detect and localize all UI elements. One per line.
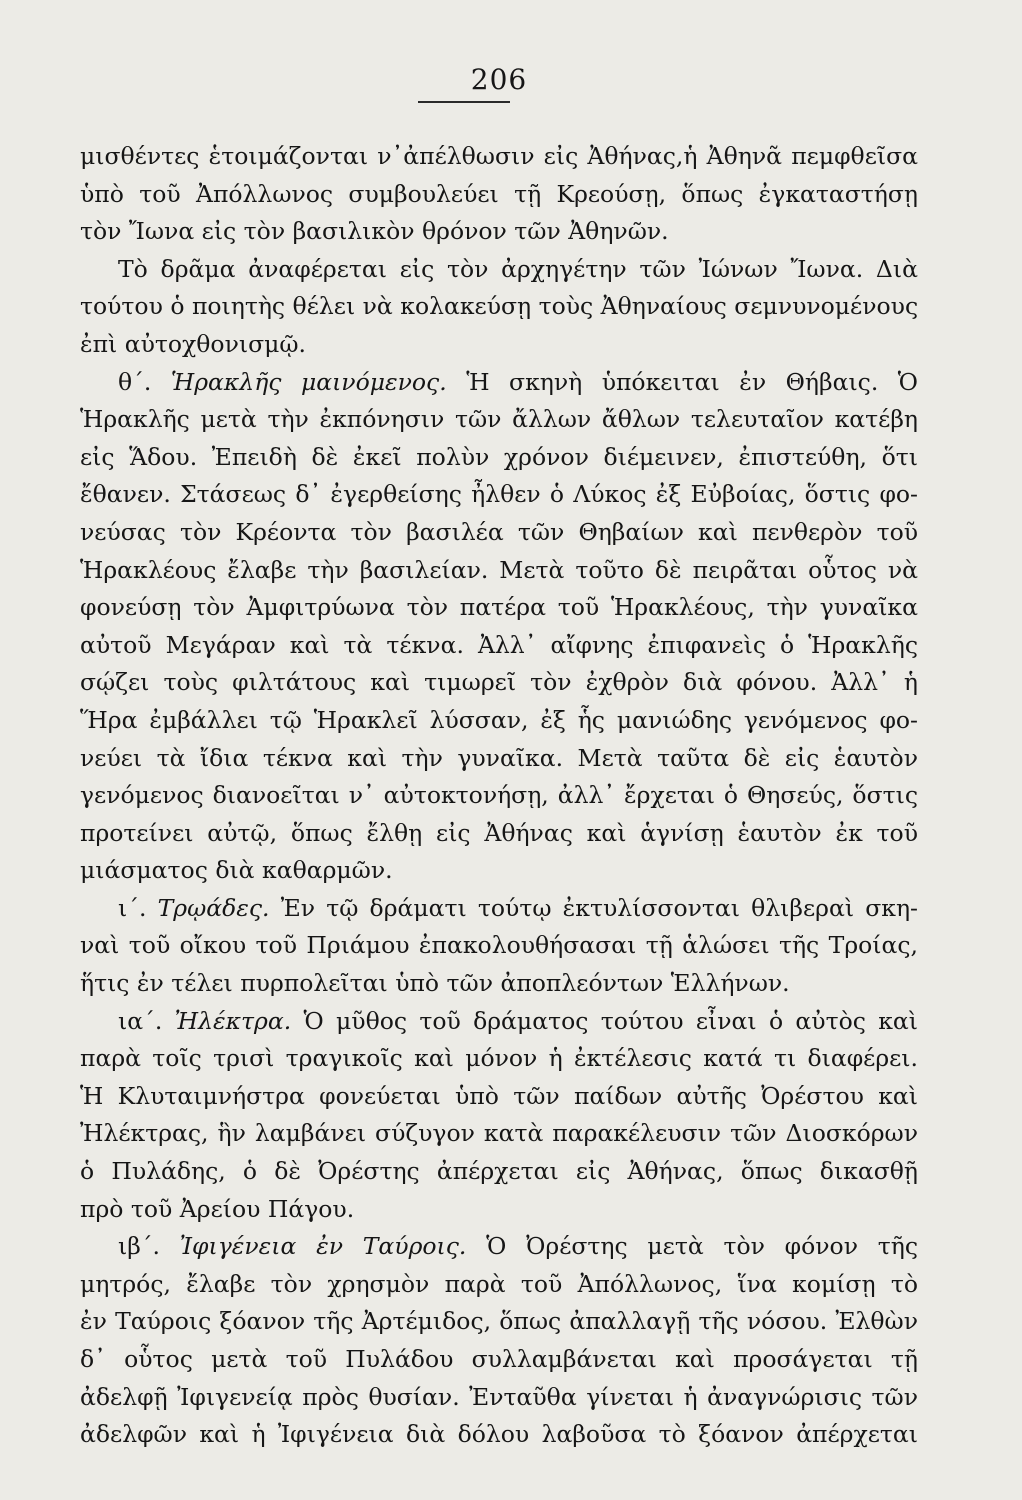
text-line (80, 589, 918, 627)
text-line (80, 176, 918, 214)
line-text: εἰς Ἅδου. Ἐπειδὴ δὲ ἐκεῖ πολὺν χρόνον διέμεινεν, ἐπιστεύθη, ὅτι (80, 442, 918, 471)
play-title: Ἰφιγένεια ἐν Ταύροις. (179, 1232, 467, 1261)
text-line (80, 1003, 918, 1041)
text-line (80, 514, 918, 552)
text-line (80, 927, 918, 965)
body-text (80, 138, 918, 1454)
line-text: Ἡρακλέους ἔλαβε τὴν βασιλείαν. Μετὰ τοῦτο δὲ πειρᾶται οὗτος νὰ (80, 555, 918, 584)
text-line (80, 364, 918, 402)
text-line (80, 740, 918, 778)
line-text: μισθέντες ἑτοιμάζονται ν᾽ἀπέλθωσιν εἰς Ἀθήνας,ἡ Ἀθηνᾶ πεμφθεῖσα (80, 142, 918, 170)
line-text: ἀδελφῶν καὶ ἡ Ἰφιγένεια διὰ δόλου λαβοῦσα τὸ ξόανον ἀπέρχεται (80, 1420, 918, 1449)
line-text: δ᾽ οὗτος μετὰ τοῦ Πυλάδου συλλαμβάνεται καὶ προσάγεται τῇ (80, 1345, 918, 1373)
line-text: σῴζει τοὺς φιλτάτους καὶ τιμωρεῖ τὸν ἐχθρὸν διὰ φόνου. Ἀλλ᾽ ἡ (80, 668, 918, 697)
text-line (80, 702, 918, 740)
line-text: τούτου ὁ ποιητὴς θέλει νὰ κολακεύσῃ τοὺς Ἀθηναίους σεμνυνομένους (80, 292, 919, 321)
section-number: ι΄. (118, 893, 147, 922)
text-line (80, 852, 918, 890)
line-text: Ἡ Κλυταιμνήστρα φονεύεται ὑπὸ τῶν παίδων αὐτῆς Ὀρέστου καὶ (80, 1081, 918, 1110)
play-title: Ἡρακλῆς μαινόμενος. (170, 367, 447, 396)
line-text: Ἠλέκτρας, ἣν λαμβάνει σύζυγον κατὰ παρακέλευσιν τῶν Διοσκόρων (80, 1119, 918, 1148)
text-line (80, 288, 918, 326)
text-line (80, 1379, 918, 1417)
line-text: Ὁ μῦθος τοῦ δράματος τούτου εἶναι ὁ αὐτὸς καὶ (303, 1006, 918, 1035)
text-line (80, 326, 918, 364)
text-line (80, 890, 918, 928)
line-text: γενόμενος διανοεῖται ν᾽ αὐτοκτονήσῃ, ἀλλ᾽ ἔρχεται ὁ Θησεύς, ὅστις (80, 781, 918, 810)
text-line (80, 1416, 918, 1454)
text-line (80, 213, 918, 251)
text-line (80, 627, 918, 665)
line-text: φονεύσῃ τὸν Ἀμφιτρύωνα τὸν πατέρα τοῦ Ἡρακλέους, τὴν γυναῖκα (80, 593, 918, 622)
text-line (80, 251, 918, 289)
line-text: νεύσας τὸν Κρέοντα τὸν βασιλέα τῶν Θηβαίων καὶ πενθερὸν τοῦ (80, 517, 918, 546)
line-text: αὐτοῦ Μεγάραν καὶ τὰ τέκνα. Ἀλλ᾽ αἴφνης ἐπιφανεὶς ὁ Ἡρακλῆς (80, 630, 918, 659)
page-number: 206 (470, 63, 528, 96)
play-title: Τρῳάδες. (157, 893, 270, 922)
text-line (80, 476, 918, 514)
text-line (80, 965, 918, 1003)
text-line (80, 439, 918, 477)
line-text: Ἡρακλῆς μετὰ τὴν ἐκπόνησιν τῶν ἄλλων ἄθλων τελευταῖον κατέβη (80, 405, 918, 434)
line-text: Ἥρα ἐμβάλλει τῷ Ἡρακλεῖ λύσσαν, ἐξ ἧς μανιώδης γενόμενος φο- (80, 705, 918, 734)
text-line (80, 1266, 918, 1304)
line-text: ὁ Πυλάδης, ὁ δὲ Ὀρέστης ἀπέρχεται εἰς Ἀθήνας, ὅπως δικασθῇ (80, 1157, 918, 1186)
line-text: ναὶ τοῦ οἴκου τοῦ Πριάμου ἐπακολουθήσασαι τῇ ἁλώσει τῆς Τροίας, (80, 931, 918, 960)
line-text: Τὸ δρᾶμα ἀναφέρεται εἰς τὸν ἀρχηγέτην τῶν Ἰώνων Ἴωνα. Διὰ (118, 254, 918, 283)
line-text: Ἐν τῷ δράματι τούτῳ ἐκτυλίσσονται θλιβεραὶ σκη- (280, 893, 918, 922)
line-text: ἐπὶ αὐτοχθονισμῷ. (80, 329, 307, 358)
text-line (80, 1303, 918, 1341)
text-line (80, 1341, 918, 1379)
text-line (80, 1191, 918, 1229)
line-text: τὸν Ἴωνα εἰς τὸν βασιλικὸν θρόνον τῶν Ἀθηνῶν. (80, 217, 669, 246)
text-line (80, 815, 918, 853)
line-text: πρὸ τοῦ Ἀρείου Πάγου. (80, 1194, 355, 1223)
text-line (80, 777, 918, 815)
line-text: Ἡ σκηνὴ ὑπόκειται ἐν Θήβαις. Ὁ (466, 367, 918, 396)
text-line (80, 138, 918, 176)
line-text: Ὁ Ὀρέστης μετὰ τὸν φόνον τῆς (486, 1232, 918, 1261)
text-line (80, 552, 918, 590)
line-text: προτείνει αὐτῷ, ὅπως ἔλθῃ εἰς Ἀθήνας καὶ ἁγνίσῃ ἑαυτὸν ἐκ τοῦ (80, 818, 918, 847)
section-number: ια΄. (118, 1006, 163, 1035)
line-text: ἔθανεν. Στάσεως δ᾽ ἐγερθείσης ἦλθεν ὁ Λύκος ἐξ Εὐβοίας, ὅστις φο- (80, 480, 918, 509)
page-number-rule (418, 101, 510, 103)
text-line (80, 401, 918, 439)
section-number: θ΄. (118, 367, 152, 396)
text-line (80, 1115, 918, 1153)
line-text: μητρός, ἔλαβε τὸν χρησμὸν παρὰ τοῦ Ἀπόλλωνος, ἵνα κομίσῃ τὸ (80, 1269, 918, 1298)
text-line (80, 1078, 918, 1116)
line-text: ἀδελφῇ Ἰφιγενείᾳ πρὸς θυσίαν. Ἐνταῦθα γίνεται ἡ ἀναγνώρισις τῶν (80, 1382, 918, 1411)
text-line (80, 1228, 918, 1266)
line-text: μιάσματος διὰ καθαρμῶν. (80, 856, 393, 885)
line-text: παρὰ τοῖς τρισὶ τραγικοῖς καὶ μόνον ἡ ἐκτέλεσις κατά τι διαφέρει. (80, 1044, 918, 1073)
text-line (80, 1040, 918, 1078)
text-line (80, 664, 918, 702)
section-number: ιβ΄. (118, 1232, 161, 1261)
text-line (80, 1153, 918, 1191)
line-text: ὑπὸ τοῦ Ἀπόλλωνος συμβουλεύει τῇ Κρεούσῃ, ὅπως ἐγκαταστήσῃ (80, 179, 918, 208)
line-text: ἥτις ἐν τέλει πυρπολεῖται ὑπὸ τῶν ἀποπλεόντων Ἑλλήνων. (80, 969, 790, 998)
play-title: Ἠλέκτρα. (174, 1006, 292, 1035)
line-text: νεύει τὰ ἴδια τέκνα καὶ τὴν γυναῖκα. Μετὰ ταῦτα δὲ εἰς ἑαυτὸν (80, 743, 918, 772)
line-text: ἐν Ταύροις ξόανον τῆς Ἀρτέμιδος, ὅπως ἀπαλλαγῇ τῆς νόσου. Ἐλθὼν (80, 1307, 918, 1336)
